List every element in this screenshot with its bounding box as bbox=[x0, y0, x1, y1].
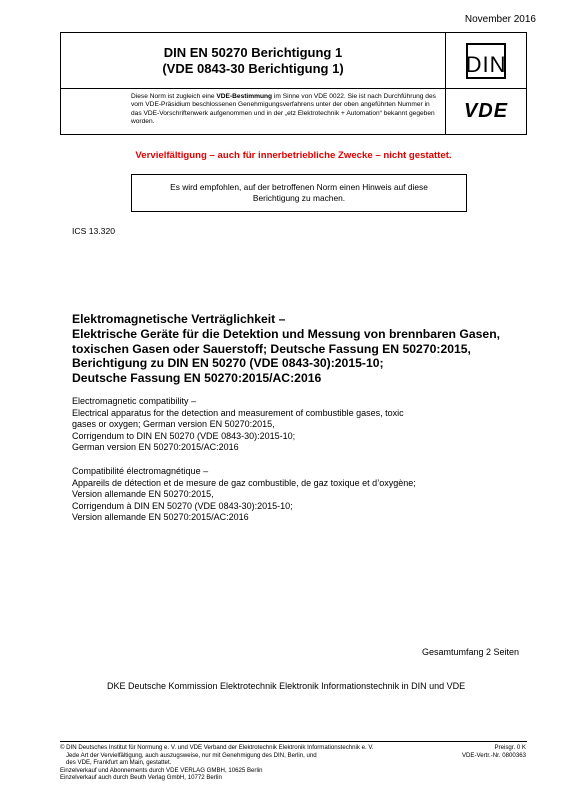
vde-notice-post: im Sinne von VDE 0022. Sie ist nach Durchführung des vom VDE-Präsidium beschlossenen Genehmigungsverfahrens unter der oben angeführten Nummer in das VDE-Vorschriftenwerk aufgenommen und in der „etz Elektrotechnik + Automation“ bekannt gegeben worden. bbox=[131, 93, 436, 125]
footer-line: des VDE, Frankfurt am Main, gestattet. bbox=[66, 759, 172, 766]
dke-statement: DKE Deutsche Kommission Elektrotechnik Elektronik Informationstechnik in DIN und VDE bbox=[107, 681, 466, 691]
vde-logo-text: VDE bbox=[463, 100, 509, 122]
vde-order-number: VDE-Vertr.-Nr. 0800363 bbox=[461, 751, 526, 759]
title-french bbox=[72, 466, 532, 524]
din-logo-mark bbox=[466, 43, 506, 79]
price-group: Preisgr. 0 K bbox=[494, 744, 526, 751]
document-number-line2: (VDE 0843-30 Berichtigung 1) bbox=[162, 60, 344, 76]
din-logo bbox=[446, 33, 526, 88]
title-line: Appareils de détection et de mesure de gaz combustible, de gaz toxique et d’oxygène; bbox=[72, 477, 416, 488]
title-line: toxischen Gasen oder Sauerstoff; Deutsche Fassung EN 50270:2015, bbox=[72, 341, 471, 356]
vde-notice-pre: Diese Norm ist zugleich eine bbox=[131, 93, 217, 100]
recommendation-line1: Es wird empfohlen, auf der betroffenen Norm einen Hinweis auf diese bbox=[170, 182, 428, 192]
ics-code: ICS 13.320 bbox=[72, 226, 115, 236]
recommendation-box bbox=[131, 174, 467, 212]
title-line: Electromagnetic compatibility – bbox=[72, 396, 197, 406]
total-pages: Gesamtumfang 2 Seiten bbox=[421, 647, 519, 657]
title-line: gases or oxygen; German version EN 50270:2015, bbox=[72, 419, 275, 429]
title-german bbox=[72, 312, 532, 386]
title-line: Berichtigung zu DIN EN 50270 (VDE 0843-30):2015-10; bbox=[72, 356, 384, 371]
document-number-line1: DIN EN 50270 Berichtigung 1 bbox=[163, 44, 343, 60]
header-box bbox=[60, 32, 527, 135]
title-line: Corrigendum to DIN EN 50270 (VDE 0843-30):2015-10; bbox=[72, 430, 296, 441]
vde-notice-bold: VDE-Bestimmung bbox=[216, 93, 273, 100]
vde-logo bbox=[446, 89, 526, 134]
footer-line: © DIN Deutsches Institut für Normung e. V. und VDE Verband der Elektrotechnik Elektronik Informationstechnik e. V. bbox=[60, 744, 374, 751]
vde-notice bbox=[131, 93, 441, 126]
title-line: Elektromagnetische Verträglichkeit – bbox=[72, 312, 286, 326]
document-number bbox=[61, 33, 445, 88]
copy-warning: Vervielfältigung – auch für innerbetriebliche Zwecke – nicht gestattet. bbox=[135, 150, 452, 161]
din-logo-text: DIN bbox=[465, 51, 507, 77]
footer-line: Einzelverkauf auch durch Beuth Verlag GmbH, 10772 Berlin bbox=[60, 774, 222, 781]
footer-divider bbox=[60, 741, 527, 742]
publication-date: November 2016 bbox=[464, 14, 536, 25]
footer-pricing bbox=[462, 744, 526, 759]
title-line: German version EN 50270:2015/AC:2016 bbox=[72, 442, 239, 452]
title-line: Elektrische Geräte für die Detektion und Messung von brennbaren Gasen, bbox=[72, 326, 501, 341]
footer-copyright bbox=[60, 744, 420, 782]
title-line: Compatibilité électromagnétique – bbox=[72, 466, 209, 476]
title-line: Corrigendum à DIN EN 50270 (VDE 0843-30):2015-10; bbox=[72, 500, 293, 511]
title-line: Electrical apparatus for the detection and measurement of combustible gases, toxic bbox=[72, 407, 404, 418]
footer-line: Einzelverkauf und Abonnements durch VDE VERLAG GMBH, 10625 Berlin bbox=[60, 766, 263, 774]
title-english bbox=[72, 396, 532, 454]
recommendation-line2: Berichtigung zu machen. bbox=[252, 193, 346, 203]
title-line: Version allemande EN 50270:2015/AC:2016 bbox=[72, 512, 249, 522]
title-line: Version allemande EN 50270:2015, bbox=[72, 489, 214, 499]
footer-line: Jede Art der Vervielfältigung, auch auszugsweise, nur mit Genehmigung des DIN, Berlin, und bbox=[66, 751, 317, 759]
title-line: Deutsche Fassung EN 50270:2015/AC:2016 bbox=[72, 371, 322, 386]
